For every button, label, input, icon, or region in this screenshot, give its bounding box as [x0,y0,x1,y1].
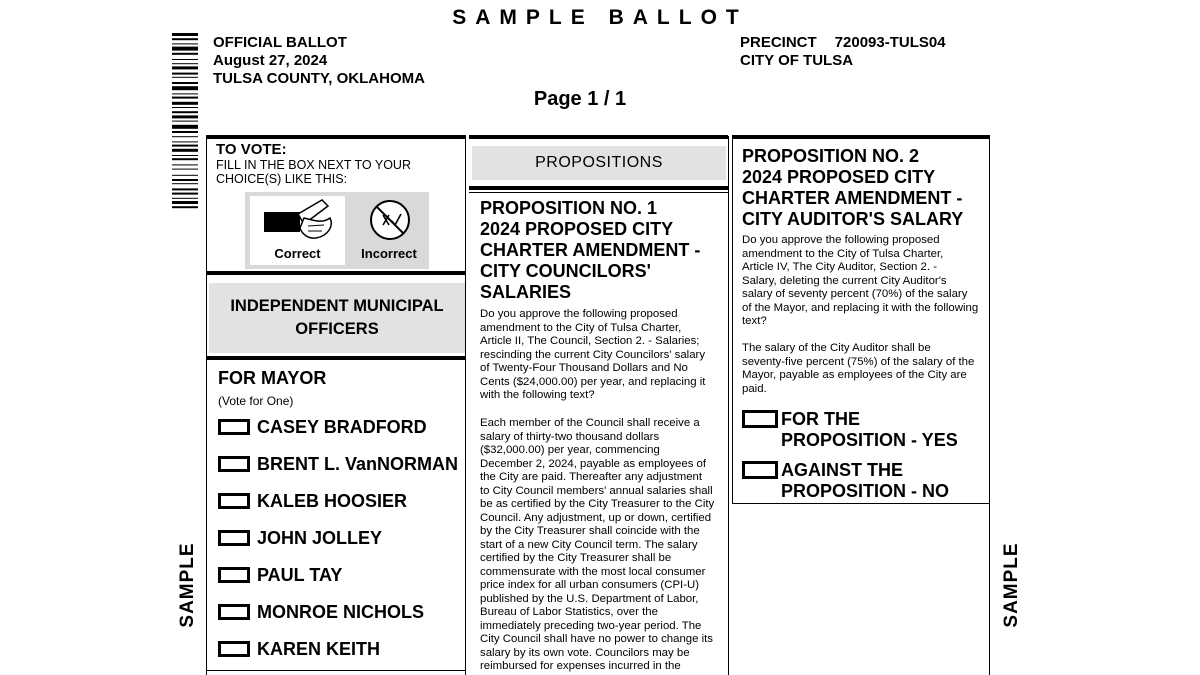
vote-box[interactable] [218,419,250,435]
barcode-bar [172,86,198,90]
prop1-question-line: of Twenty-Four Thousand Dollars and No [480,362,688,374]
propositions-header [472,146,726,180]
precinct-id: 720093-TULS04 [834,34,946,51]
prop1-text-line: salary by its own vote. Councilors may be [480,646,690,659]
barcode-bar [172,53,198,55]
vote-box[interactable] [218,493,250,509]
barcode-bar [172,193,198,195]
vote-box[interactable] [218,530,250,546]
barcode-bar [172,121,198,122]
barcode-bar [172,38,198,40]
prop1-text-line: to City Council members' annual salaries shall [480,484,713,497]
prop1-text-line: salary of thirty-two thousand dollars [480,430,660,443]
barcode-bar [172,33,198,36]
barcode-bar [172,125,198,129]
prop1-title-line: CITY COUNCILORS' [480,261,651,281]
divider [469,186,728,190]
correct-example [250,196,345,265]
option-label [781,460,949,502]
option-label-line: AGAINST THE [781,460,904,480]
barcode-bar [172,149,198,152]
precinct-label: PRECINCT [740,34,817,51]
precinct-info [740,34,946,70]
section-header-text: INDEPENDENT MUNICIPAL OFFICERS [230,297,444,338]
page-number: Page 1 / 1 [533,88,627,110]
prop1-question [480,308,705,403]
prop1-text-line: the City are paid. Thereafter any adjustment [480,471,703,483]
barcode-bar [172,198,198,199]
barcode-bar [172,63,198,64]
correct-label: Correct [274,246,321,261]
prop1-text-line: certified by the City Treasurer shall be [480,552,672,564]
column-border [206,136,207,675]
prop2-text-line: The salary of the City Auditor shall be [742,342,931,354]
prop1-text-line: December 2, 2024, payable as employees of [480,457,707,470]
prop2-question-line: text? [742,315,767,327]
barcode-bar [172,206,198,208]
divider [206,135,466,139]
barcode-bar [172,183,198,184]
city-name: CITY OF TULSA [740,52,854,69]
barcode-bar [172,43,198,44]
prop1-question-line: Cents ($24,000.00) per year, and replacing it [480,375,706,388]
vote-box[interactable] [742,461,778,479]
barcode-bar [172,145,198,147]
mark-example-panel [245,192,429,269]
barcode-bar [172,188,198,190]
divider [206,670,466,671]
barcode-bar [172,111,198,113]
prop1-text-line: Council. Any adjustment, up or down, certified [480,511,712,524]
prop2-title-line: 2024 PROPOSED CITY [742,167,936,187]
vote-box[interactable] [218,456,250,472]
prop2-title-line: CHARTER AMENDMENT - [742,188,963,208]
prop1-text-line: published by the U.S. Department of Labor, [480,592,699,605]
column-border [728,136,729,675]
option-label-line: FOR THE [781,409,860,429]
propositions-header-text: PROPOSITIONS [535,154,663,171]
vote-box[interactable] [218,567,250,583]
barcode-bar [172,47,198,51]
column-border [465,136,466,675]
section-header [209,283,465,353]
candidate-name: CASEY BRADFORD [257,417,427,437]
instructions-title: TO VOTE: [216,141,287,158]
barcode-bar [172,141,198,142]
candidate-name: PAUL TAY [257,565,343,585]
candidate-name: JOHN JOLLEY [257,528,383,548]
column-border [989,136,990,675]
instructions-text: FILL IN THE BOX NEXT TO YOUR CHOICE(S) LIKE THIS: [216,158,411,186]
prop1-text-line: Bureau of Labor Statistics, over the [480,606,658,618]
prop2-text-line: seventy-five percent (75%) of the salary of the [742,355,975,368]
candidate-name: MONROE NICHOLS [257,602,425,622]
ballot-title: SAMPLE BALLOT [452,6,748,29]
vote-box[interactable] [742,410,778,428]
barcode-bar [172,201,198,204]
prohibited-icon [368,198,412,242]
prop1-text-line: by the City Treasurer shall coincide with the [480,525,700,537]
barcode-bar [172,155,198,156]
barcode-bar [172,131,198,133]
divider [469,135,728,139]
prop1-text-line: start of a new City Council term. The salary [480,538,698,551]
divider [732,503,990,504]
option-label-line: PROPOSITION - YES [781,430,958,450]
prop2-title-line: CITY AUDITOR'S SALARY [742,209,964,229]
vote-box[interactable] [218,604,250,620]
prop1-question-line: Do you approve the following proposed [480,308,678,320]
pen-fill-icon [258,198,338,246]
sample-label-right: SAMPLE [1001,542,1022,628]
candidate-name: KALEB HOOSIER [257,491,408,511]
prop1-title-line: 2024 PROPOSED CITY [480,219,674,239]
prop2-question-line: of the Mayor, and replacing it with the following [742,301,979,314]
prop1-text [480,417,714,674]
prop1-question-line: Article II, The Council, Section 2. - Salaries; [480,335,700,347]
prop1-title [480,198,700,303]
prop2-text-line: Mayor, payable as employees of the City are [742,369,967,381]
barcode-bar [172,59,198,60]
barcode-bar [172,82,198,84]
prop2-question-line: Do you approve the following proposed [742,234,940,246]
barcode-bar [172,107,198,108]
county-state: TULSA COUNTY, OKLAHOMA [213,70,425,87]
election-date: August 27, 2024 [213,52,328,69]
prop2-text-line: paid. [742,382,767,395]
candidate-name: KAREN KEITH [257,639,381,659]
prop1-text-line: reimbursed for expenses incurred in the [480,660,681,672]
barcode [172,33,198,308]
barcode-bar [172,77,198,78]
vote-box[interactable] [218,641,250,657]
prop1-text-line: be as certified by the City Treasurer to the City [480,498,715,510]
barcode-bar [172,102,198,105]
prop2-text [742,342,974,396]
candidate-name: BRENT L. VanNORMAN [257,454,459,474]
prop1-text-line: price index for all urban consumers (CPI-U) [480,579,700,591]
prop1-title-line: SALARIES [480,282,572,302]
prop2-title-line: PROPOSITION NO. 2 [742,146,920,166]
sample-label-left: SAMPLE [177,542,198,628]
barcode-bar [172,158,198,160]
option-label-line: PROPOSITION - NO [781,481,950,501]
prop1-text-line: ($32,000.00) per year, commencing [480,444,660,456]
prop1-question-line: amendment to the City of Tulsa Charter, [480,321,682,334]
prop2-question-line: amendment to the City of Tulsa Charter, [742,247,944,260]
prop1-text-line: Each member of the Council shall receive a [480,417,700,429]
vote-for-instruction: (Vote for One) [218,394,294,408]
prop1-text-line: immediately preceding two-year period. The [480,619,702,632]
divider [206,271,466,275]
barcode-bar [172,66,198,69]
column-border [732,136,733,504]
prop1-title-line: CHARTER AMENDMENT - [480,240,701,260]
prop2-question-line: salary of seventy percent (70%) of the salary [742,288,968,300]
prop2-title [742,146,963,230]
prop1-text-line: City Council shall have no power to change its [480,633,714,645]
prop2-question [742,234,978,329]
barcode-bar [172,164,198,165]
prop2-question-line: Salary, deleting the current City Auditor's [742,274,947,287]
ballot-type: OFFICIAL BALLOT [213,34,347,51]
prop1-title-line: PROPOSITION NO. 1 [480,198,658,218]
barcode-bar [172,115,198,118]
prop1-question-line: with the following text? [480,389,595,401]
prop2-question-line: Article IV, The City Auditor, Section 2. - [742,261,938,273]
divider [469,192,728,193]
barcode-bar [172,93,198,94]
barcode-bar [172,179,198,181]
option-label [781,409,958,451]
divider [732,135,990,139]
divider [206,356,466,360]
barcode-bar [172,175,198,176]
incorrect-example [353,196,425,265]
incorrect-label: Incorrect [361,246,417,261]
barcode-bar [172,73,198,75]
barcode-bar [172,169,198,170]
prop1-text-line: commensurate with the most local consumer [480,565,706,578]
barcode-bar [172,136,198,137]
race-title: FOR MAYOR [218,368,327,388]
barcode-bar [172,97,198,99]
prop1-question-line: rescinding the current City Councilors' salary [480,348,706,361]
ballot-info [213,34,425,88]
